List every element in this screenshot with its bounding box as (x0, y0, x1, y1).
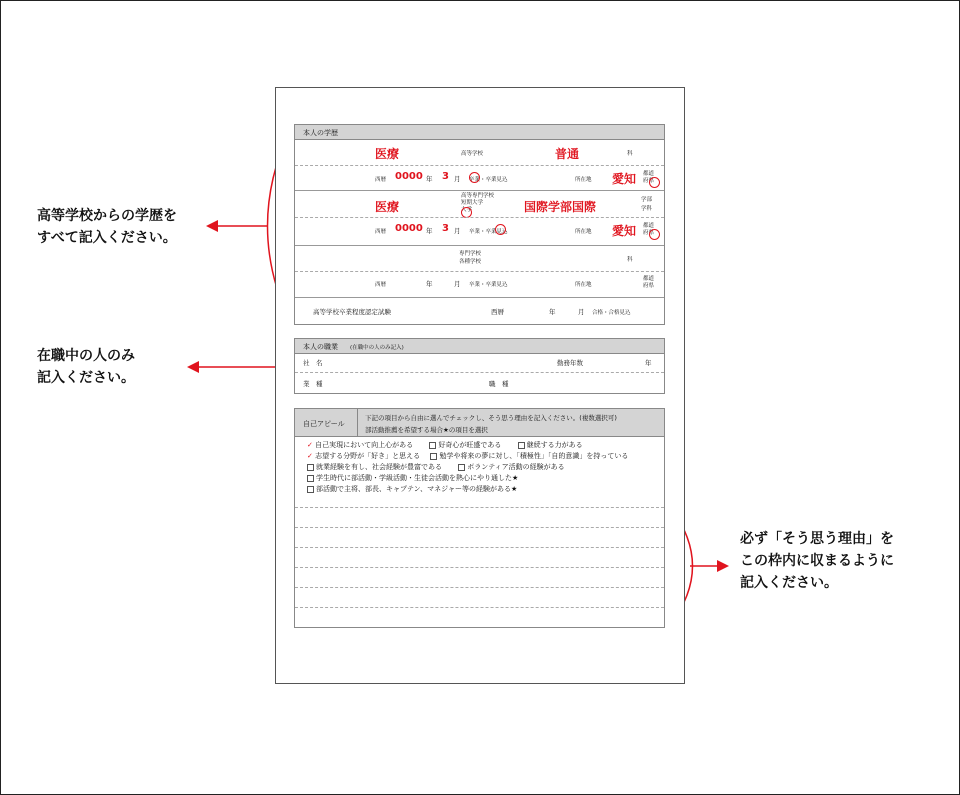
checkbox-row1 (307, 440, 583, 450)
row2-dept[interactable]: 国際学部国際 (524, 200, 597, 214)
divider (295, 217, 664, 218)
option-work-experience[interactable]: 就業経験を有し、社会経験が豊富である (316, 463, 442, 471)
checkbox-row4 (307, 473, 518, 483)
appeal-instruction2: 部活動推薦を希望する場合★の項目を選択 (365, 426, 488, 434)
option-volunteer[interactable]: ボランティア活動の経験がある (467, 463, 565, 471)
checkbox-icon[interactable] (430, 453, 437, 460)
row1-pref-circle (649, 177, 660, 188)
writing-line (295, 507, 664, 508)
row1-era: 西暦 (375, 177, 387, 183)
row2-month-unit: 月 (454, 227, 461, 235)
checkbox-row3 (307, 462, 565, 472)
option-persistence[interactable]: 継続する力がある (526, 441, 583, 449)
appeal-section (294, 408, 665, 628)
row1-year-unit: 年 (426, 175, 433, 183)
row3-pref: 都道 府県 (643, 276, 655, 289)
row2-school-name[interactable]: 医療 (375, 200, 400, 214)
education-header-label: 本人の学歴 (303, 129, 338, 137)
writing-line (295, 547, 664, 548)
option-club-leader[interactable]: 部活動で主将、部長、キャプテン、マネジャー等の経験がある★ (316, 485, 518, 493)
option-initiative[interactable]: 勉学や将来の夢に対し、「積極性」「自的意識」を持っている (439, 452, 629, 460)
header-divider (357, 409, 358, 436)
row1-dept-suffix: 科 (627, 151, 633, 157)
row2-year-unit: 年 (426, 227, 433, 235)
checkbox-icon[interactable] (458, 464, 465, 471)
row3-era: 西暦 (375, 282, 387, 288)
row1-location-label: 所在地 (575, 177, 592, 183)
divider (295, 297, 664, 298)
job-company-label[interactable]: 社 名 (303, 359, 323, 367)
writing-line (295, 527, 664, 528)
row1-location[interactable]: 愛知 (612, 172, 637, 186)
divider (295, 245, 664, 246)
row2-era: 西暦 (375, 229, 387, 235)
row3-school-type: 専門学校 各種学校 (459, 251, 482, 265)
job-section (294, 338, 665, 394)
checkbox-icon[interactable] (518, 442, 525, 449)
row2-month[interactable]: 3 (442, 223, 449, 234)
application-sheet (275, 87, 685, 684)
job-years-unit: 年 (645, 359, 652, 367)
option-curiosity[interactable]: 好奇心が旺盛である (438, 441, 502, 449)
job-position-label[interactable]: 職 種 (489, 380, 509, 388)
row3-location-label: 所在地 (575, 282, 592, 288)
checked-icon[interactable]: ✓ (307, 441, 313, 449)
checkbox-row5 (307, 484, 517, 494)
checkbox-icon[interactable] (429, 442, 436, 449)
checkbox-row2 (307, 451, 628, 461)
row1-school-name[interactable]: 医療 (375, 147, 400, 161)
checked-icon[interactable]: ✓ (307, 452, 313, 460)
appeal-title: 自己アピール (303, 420, 345, 428)
row2-location[interactable]: 愛知 (612, 224, 637, 238)
row3-status: 卒業・卒業見込 (469, 282, 508, 288)
divider (295, 165, 664, 166)
row2-pref-circle (649, 229, 660, 240)
exam-era: 西暦 (491, 308, 504, 316)
job-years-label[interactable]: 勤務年数 (557, 359, 583, 367)
row2-status-circle (495, 224, 506, 235)
option-like-field[interactable]: 志望する分野が「好き」と思える (315, 452, 421, 460)
checkbox-icon[interactable] (307, 464, 314, 471)
note-employed-line2: 記入ください。 (37, 370, 135, 386)
option-growth[interactable]: 自己実現において向上心がある (315, 441, 414, 449)
job-header-note: (在職中の人のみ記入) (350, 345, 404, 351)
job-header-label: 本人の職業 (303, 343, 338, 351)
row2-location-label: 所在地 (575, 229, 592, 235)
row1-status: 卒業・卒業見込 (469, 177, 508, 183)
row2-year[interactable]: 0000 (395, 223, 423, 234)
row1-school-type: 高等学校 (461, 151, 484, 157)
row3-dept-suffix: 科 (627, 257, 633, 263)
row3-month-unit: 月 (454, 280, 461, 288)
exam-month-unit: 月 (578, 308, 585, 316)
exam-result: 合格・合格見込 (592, 310, 631, 316)
row2-dept-suffix: 学部 学科 (641, 197, 653, 212)
appeal-instruction1: 下記の項目から自由に選んでチェックし、そう思う理由を記入ください。(複数選択可) (365, 414, 617, 422)
row3-year-unit: 年 (426, 280, 433, 288)
exam-year-unit: 年 (549, 308, 556, 316)
row1-month-unit: 月 (454, 175, 461, 183)
divider (295, 372, 664, 373)
writing-line (295, 607, 664, 608)
checkbox-icon[interactable] (307, 486, 314, 493)
education-header (295, 125, 664, 140)
appeal-header (295, 409, 664, 437)
job-header (295, 339, 664, 354)
writing-line (295, 587, 664, 588)
divider (295, 271, 664, 272)
row1-pref: 都道 府県 (643, 171, 655, 184)
note-reason-line2: この枠内に収まるように (740, 553, 894, 569)
row2-pref: 都道 府県 (643, 223, 655, 236)
note-reason-line3: 記入ください。 (740, 575, 838, 591)
note-education-line1: 高等学校からの学歴を (37, 208, 177, 224)
row1-status-circle (469, 172, 480, 183)
row2-school-type: 高等専門学校 短期大学 大学 (461, 193, 495, 213)
divider (295, 190, 664, 191)
checkbox-icon[interactable] (307, 475, 314, 482)
row1-month[interactable]: 3 (442, 171, 449, 182)
job-industry-label[interactable]: 業 種 (303, 380, 323, 388)
note-reason-line1: 必ず「そう思う理由」を (740, 531, 894, 547)
row1-dept[interactable]: 普通 (555, 147, 580, 161)
note-education-line2: すべて記入ください。 (37, 230, 177, 246)
education-section (294, 124, 665, 325)
note-employed-line1: 在職中の人のみ (37, 348, 135, 364)
exam-label: 高等学校卒業程度認定試験 (313, 308, 391, 316)
writing-line (295, 567, 664, 568)
row1-year[interactable]: 0000 (395, 171, 423, 182)
row2-status: 卒業・卒業見込 (469, 229, 508, 235)
option-club-activity[interactable]: 学生時代に部活動・学級活動・生徒会活動を熱心にやり通した★ (316, 474, 519, 482)
